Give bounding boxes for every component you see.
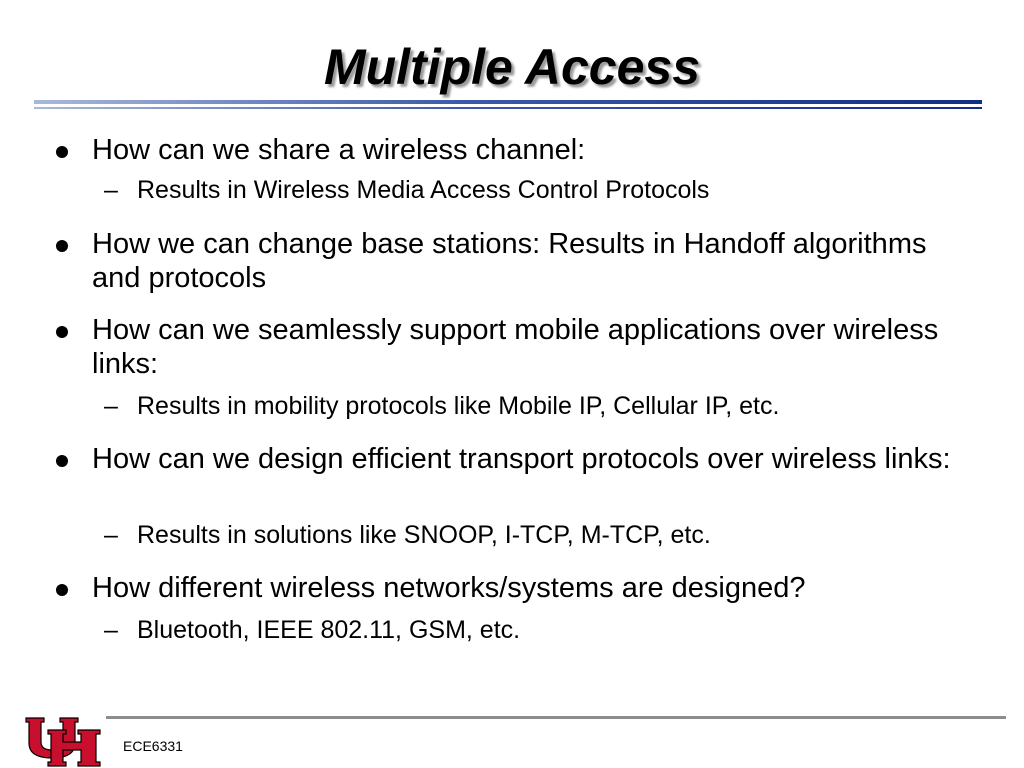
- bullet-item: [56, 442, 956, 476]
- sub-bullet-item: [104, 391, 964, 421]
- slide-title: Multiple Access: [323, 39, 701, 95]
- sub-bullet-item: [104, 615, 964, 645]
- bullet-dot-icon: [56, 240, 68, 252]
- bullet-item: [56, 313, 956, 381]
- bullet-dot-icon: [56, 326, 68, 338]
- bullet-dot-icon: [56, 584, 68, 596]
- bullet-dot-icon: [56, 455, 68, 467]
- sub-bullet-item: [104, 520, 964, 550]
- bullet-item: [56, 571, 956, 605]
- sub-bullet-item: [104, 175, 964, 205]
- dash-icon: –: [104, 521, 118, 549]
- sub-bullet-text: Bluetooth, IEEE 802.11, GSM, etc.: [137, 616, 521, 644]
- bullet-text: How different wireless networks/systems are designed?: [92, 572, 806, 604]
- course-code: ECE6331: [123, 738, 183, 754]
- bullet-text: How can we design efficient transport protocols over wireless links:: [92, 443, 951, 475]
- dash-icon: –: [104, 392, 118, 420]
- bullet-item: [56, 133, 956, 167]
- bullet-text: How can we seamlessly support mobile applications over wireless links:: [92, 314, 939, 380]
- university-logo: [22, 712, 104, 768]
- sub-bullet-text: Results in solutions like SNOOP, I-TCP, M-TCP, etc.: [137, 521, 711, 549]
- dash-icon: –: [104, 176, 118, 204]
- bullet-dot-icon: [56, 146, 68, 158]
- bullet-text: How can we share a wireless channel:: [92, 134, 586, 166]
- dash-icon: –: [104, 616, 118, 644]
- sub-bullet-text: Results in Wireless Media Access Control Protocols: [137, 176, 710, 204]
- bullet-item: [56, 227, 956, 295]
- bullet-text: How we can change base stations: Results in Handoff algorithms and protocols: [92, 228, 927, 294]
- sub-bullet-text: Results in mobility protocols like Mobile IP, Cellular IP, etc.: [137, 392, 780, 420]
- footer-divider: [106, 716, 1006, 719]
